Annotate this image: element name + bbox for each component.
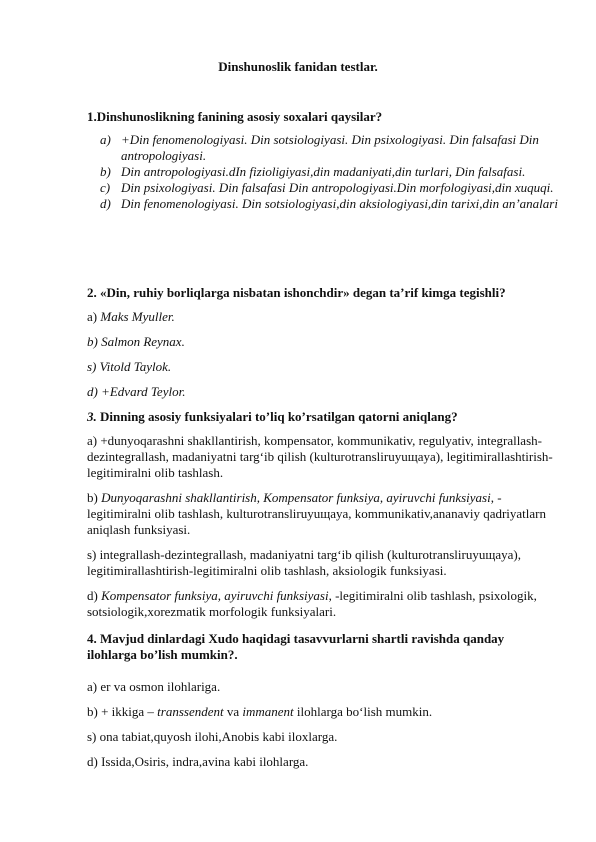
option-mid: va bbox=[223, 704, 243, 719]
question-3 bbox=[87, 409, 557, 425]
option-text: ilohlarga bo‘lish mumkin. bbox=[293, 704, 433, 719]
option-prefix: b) + ikkiga – bbox=[87, 704, 158, 719]
question-2-option-d: d) +Edvard Teylor. bbox=[87, 384, 186, 399]
option-text: , -legitimiralni olib tashlash, psixologik, sotsiologik,xorezmatik morfologik funksiyalari. bbox=[87, 588, 537, 619]
option-letter: d) bbox=[87, 588, 102, 603]
option-letter: b) bbox=[100, 164, 111, 179]
question-1-option-c bbox=[100, 180, 560, 196]
question-number: 3. bbox=[87, 409, 97, 424]
question-4-option-d: d) Issida,Osiris, indra,avina kabi ilohlarga. bbox=[87, 754, 309, 769]
question-1-options bbox=[100, 132, 560, 212]
option-text: , -legitimiralni olib tashlash, kulturotransliruyuщaya, kommunikativ,ananaviy qadriyatlarn aniqlash funksiyasi. bbox=[87, 490, 547, 537]
option-text: Maks Myuller. bbox=[100, 309, 175, 324]
question-1-option-d bbox=[100, 196, 560, 212]
option-text: Din psixologiyasi. Din falsafasi Din antropologiyasi.Din morfologiyasi,din xuquqi. bbox=[121, 180, 554, 195]
option-letter: a) bbox=[100, 132, 111, 147]
question-2: 2. «Din, ruhiy borliqlarga nisbatan ishonchdir» degan ta’rif kimga tegishli? bbox=[87, 285, 506, 300]
question-3-option-d bbox=[87, 588, 562, 620]
question-3-option-c: s) integrallash-dezintegrallash, madaniyatni targ‘ib qilish (kulturotransliruyuщaya), legitimirallashtirish-legitimiralni olib tashlash, aksiologik funksiyasi. bbox=[87, 547, 521, 578]
option-text-italic: Dunyoqarashni shakllantirish, Kompensator funksiya, ayiruvchi funksiyasi bbox=[101, 490, 491, 505]
option-text-italic: Kompensator funksiya, ayiruvchi funksiyasi bbox=[101, 588, 329, 603]
question-2-option-c: s) Vitold Taylok. bbox=[87, 359, 172, 374]
question-4-option-a: a) er va osmon ilohlariga. bbox=[87, 679, 221, 694]
option-letter: b) bbox=[87, 490, 102, 505]
question-1-option-a bbox=[100, 132, 560, 164]
question-2-option-a bbox=[87, 309, 562, 325]
question-4: 4. Mavjud dinlardagi Xudo haqidagi tasavvurlarni shartli ravishda qanday ilohlarga bo’lish mumkin?. bbox=[87, 631, 505, 662]
term-immanent: immanent bbox=[242, 704, 294, 719]
question-4-option-c: s) ona tabiat,quyosh ilohi,Anobis kabi iloxlarga. bbox=[87, 729, 338, 744]
question-1-option-b bbox=[100, 164, 560, 180]
question-3-option-a: a) +dunyoqarashni shakllantirish, kompensator, kommunikativ, regulyativ, integrallash-dezintegrallash, madaniyatni targ‘ib qilish (kulturotransliruyuщaya), legitimirallashtirish-legitimiralni olib tashlash. bbox=[87, 433, 553, 480]
term-transsendent: transsendent bbox=[157, 704, 224, 719]
option-text: Din antropologiyasi.dIn fizioligiyasi,din madaniyati,din turlari, Din falsafasi. bbox=[121, 164, 526, 179]
question-3-option-b bbox=[87, 490, 562, 538]
option-text: +Din fenomenologiyasi. Din sotsiologiyasi. Din psixologiyasi. Din falsafasi Din antropologiyasi. bbox=[121, 132, 539, 163]
question-1: 1.Dinshunoslikning fanining asosiy soxalari qaysilar? bbox=[87, 109, 383, 124]
question-4-option-b bbox=[87, 704, 562, 720]
option-letter: d) bbox=[100, 196, 111, 211]
question-2-option-b: b) Salmon Reynax. bbox=[87, 334, 185, 349]
question-text: Dinning asosiy funksiyalari to’liq ko’rsatilgan qatorni aniqlang? bbox=[96, 409, 458, 424]
option-letter: a) bbox=[87, 309, 101, 324]
option-text: Din fenomenologiyasi. Din sotsiologiyasi,din aksiologiyasi,din tarixi,din an’analari bbox=[121, 196, 558, 211]
page-title: Dinshunoslik fanidan testlar. bbox=[218, 59, 378, 74]
option-letter: c) bbox=[100, 180, 111, 195]
